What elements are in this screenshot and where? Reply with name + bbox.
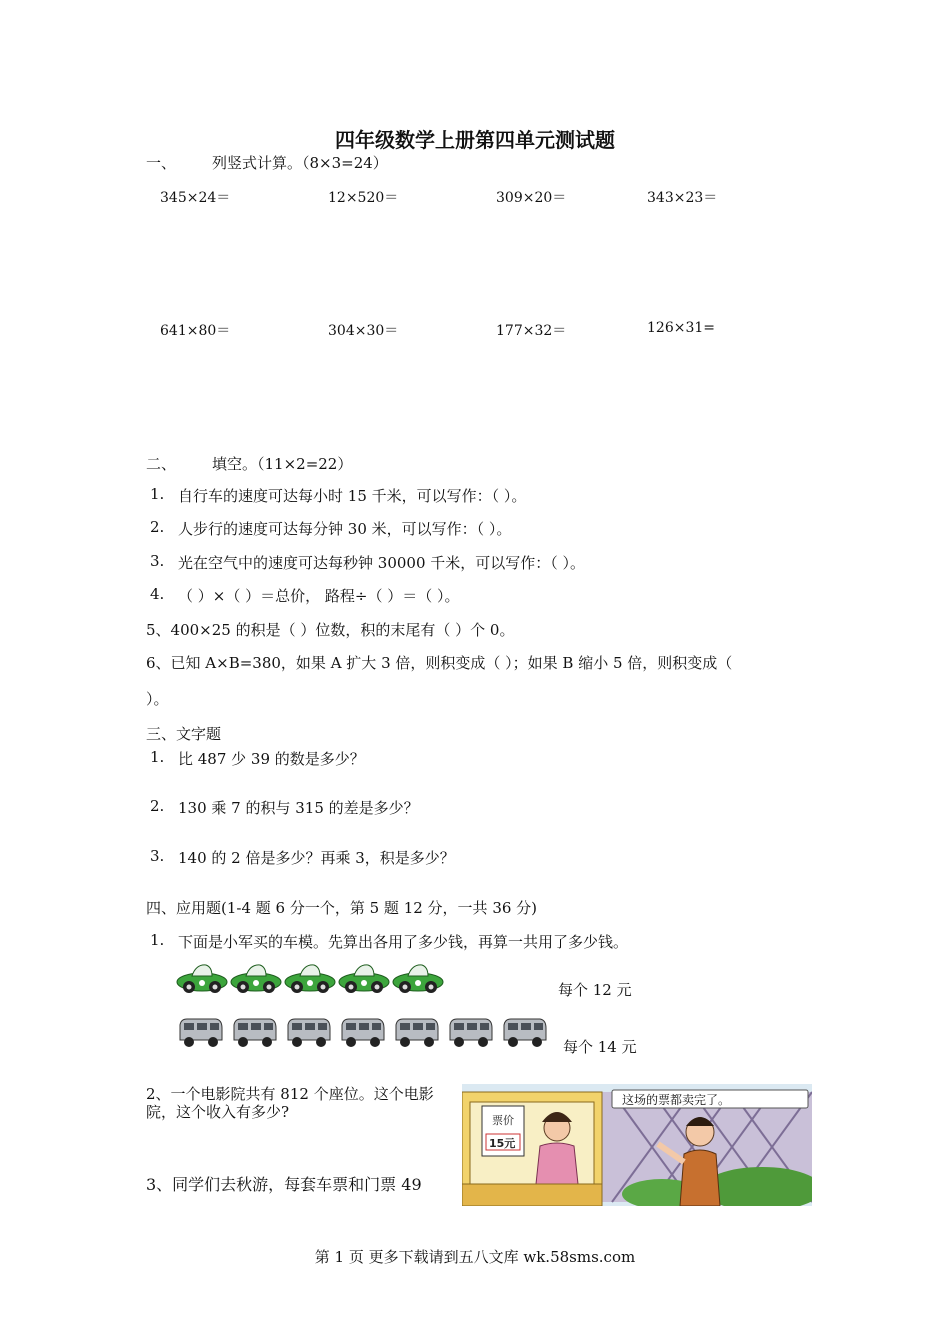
calc-item: 309×20＝ — [496, 190, 567, 206]
ticket-sign-price: 15元 — [489, 1137, 516, 1150]
fill-item-5: 5、400×25 的积是（ ）位数，积的末尾有（ ）个 0。 — [146, 621, 515, 639]
toy-van-icon — [448, 1016, 494, 1050]
application-text: 下面是小军买的车模。先算出各用了多少钱，再算一共用了多少钱。 — [178, 933, 629, 951]
section2-number: 二、 — [146, 455, 177, 473]
fill-item-number: 2. — [150, 518, 165, 536]
fill-item-text: 人步行的速度可达每分钟 30 米，可以写作：（ ）。 — [178, 520, 512, 538]
calc-item: 12×520＝ — [328, 190, 399, 206]
van-price-label: 每个 14 元 — [563, 1038, 637, 1056]
word-problem-number: 3. — [150, 847, 165, 865]
toy-car-icon — [230, 960, 282, 996]
word-problem-text: 130 乘 7 的积与 315 的差是多少？ — [178, 799, 419, 817]
fill-item-number: 4. — [150, 585, 165, 603]
application-q2-line2: 院，这个收入有多少? — [146, 1103, 290, 1121]
calc-item: 345×24＝ — [160, 190, 231, 206]
calc-item: 641×80＝ — [160, 323, 231, 339]
fill-item-6: 6、已知 A×B=380，如果 A 扩大 3 倍，则积变成（ ）；如果 B 缩小 5 倍，则积变成（ — [146, 654, 733, 672]
car-price-label: 每个 12 元 — [558, 981, 632, 999]
calc-item: 304×30＝ — [328, 323, 399, 339]
word-problem-text: 140 的 2 倍是多少？再乘 3，积是多少？ — [178, 849, 455, 867]
word-problem-number: 1. — [150, 748, 165, 766]
speech-bubble-text: 这场的票都卖完了。 — [622, 1093, 731, 1107]
fill-item-text: （ ）×（ ）＝总价， 路程÷（ ）＝（ ）。 — [178, 587, 460, 605]
toy-van-icon — [340, 1016, 386, 1050]
fill-item-number: 1. — [150, 485, 165, 503]
section3-heading: 三、文字题 — [146, 725, 222, 743]
application-number: 1. — [150, 931, 165, 949]
toy-car-icon — [392, 960, 444, 996]
fill-item-text: 光在空气中的速度可达每秒钟 30000 千米，可以写作：（ ）。 — [178, 554, 586, 572]
toy-van-icon — [394, 1016, 440, 1050]
section1-number: 一、 — [146, 154, 177, 172]
section1-heading: 列竖式计算。（8×3=24） — [212, 154, 388, 172]
toy-car-icon — [176, 960, 228, 996]
ticket-sign-title: 票价 — [492, 1114, 514, 1127]
toy-van-icon — [502, 1016, 548, 1050]
toy-car-row — [176, 960, 444, 996]
page-title: 四年级数学上册第四单元测试题 — [335, 128, 615, 152]
application-q3: 3、同学们去秋游，每套车票和门票 49 — [146, 1175, 422, 1194]
word-problem-text: 比 487 少 39 的数是多少？ — [178, 750, 365, 768]
fill-item-6-end: ）。 — [146, 690, 169, 708]
toy-car-icon — [338, 960, 390, 996]
ticket-booth-illustration — [462, 1084, 812, 1206]
toy-van-icon — [232, 1016, 278, 1050]
fill-item-text: 自行车的速度可达每小时 15 千米，可以写作：（ ）。 — [178, 487, 527, 505]
toy-car-icon — [284, 960, 336, 996]
fill-item-number: 3. — [150, 552, 165, 570]
section2-heading: 填空。（11×2=22） — [212, 455, 353, 473]
application-q2-line1: 2、一个电影院共有 812 个座位。这个电影 — [146, 1085, 434, 1103]
word-problem-number: 2. — [150, 797, 165, 815]
ticket-booth-scene — [462, 1084, 812, 1206]
calc-item: 343×23＝ — [647, 190, 718, 206]
section4-heading: 四、应用题(1-4 题 6 分一个，第 5 题 12 分，一共 36 分) — [146, 899, 538, 917]
calc-item: 126×31= — [647, 320, 715, 336]
toy-van-icon — [286, 1016, 332, 1050]
calc-item: 177×32＝ — [496, 323, 567, 339]
page-footer: 第 1 页 更多下载请到五八文库 wk.58sms.com — [314, 1248, 636, 1266]
toy-van-icon — [178, 1016, 224, 1050]
toy-van-row — [178, 1016, 548, 1050]
